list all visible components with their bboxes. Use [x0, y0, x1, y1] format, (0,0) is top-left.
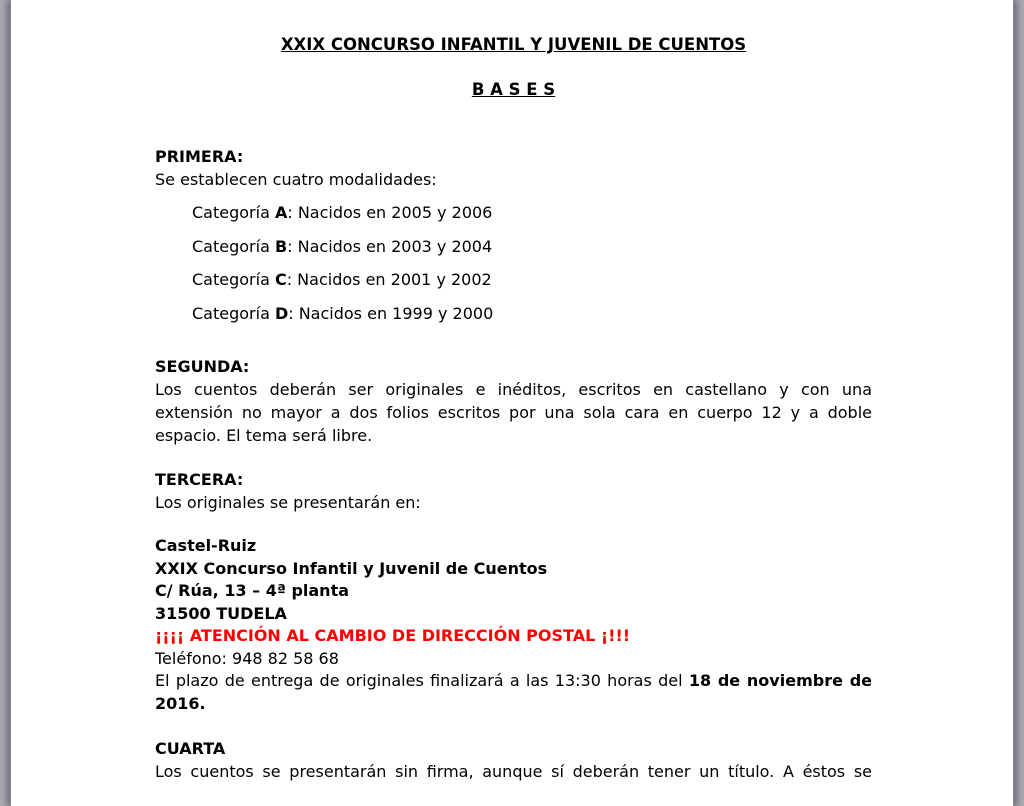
category-c-line	[192, 268, 872, 291]
section-cuarta	[155, 737, 872, 783]
document-title: XXIX CONCURSO INFANTIL Y JUVENIL DE CUENTOS	[280, 35, 747, 54]
category-a-prefix: Categoría	[192, 203, 275, 222]
heading-tercera: TERCERA:	[155, 470, 244, 489]
deadline-date-bold: 18 de noviembre de	[688, 671, 872, 690]
cuarta-line-1: Los cuentos se presentarán sin firma, aunque sí deberán tener un título. A éstos se	[155, 762, 872, 781]
primera-intro: Se establecen cuatro modalidades:	[155, 170, 437, 189]
address-line-2: XXIX Concurso Infantil y Juvenil de Cuentos	[155, 558, 548, 578]
category-b-prefix: Categoría	[192, 237, 275, 256]
category-b-line	[192, 235, 872, 258]
segunda-line-2: extensión no mayor a dos folios escritos por una sola cara en cuerpo 12 y a doble	[155, 403, 872, 422]
category-a-rest: : Nacidos en 2005 y 2006	[287, 203, 493, 222]
section-segunda	[155, 355, 872, 447]
address-line-4: 31500 TUDELA	[155, 603, 287, 623]
category-a-line	[192, 201, 872, 224]
heading-primera: PRIMERA:	[155, 147, 244, 166]
section-primera	[155, 145, 872, 191]
section-tercera	[155, 468, 872, 514]
address-line-3: C/ Rúa, 13 – 4ª planta	[155, 581, 350, 600]
heading-cuarta: CUARTA	[155, 739, 226, 758]
deadline-line	[155, 670, 872, 693]
deadline-prefix: El plazo de entrega de originales finalizará a las 13:30 horas del	[155, 671, 689, 690]
category-d-letter: D	[274, 304, 289, 323]
document-subtitle: B A S E S	[471, 80, 556, 99]
address-block	[155, 535, 872, 715]
category-d-rest: : Nacidos en 1999 y 2000	[288, 304, 494, 323]
address-line-1: Castel-Ruiz	[155, 536, 257, 555]
category-b-letter: B	[274, 237, 288, 256]
document-page	[10, 0, 1014, 806]
category-c-rest: : Nacidos en 2001 y 2002	[286, 270, 492, 289]
tercera-intro: Los originales se presentarán en:	[155, 493, 421, 512]
deadline-year-bold: 2016.	[155, 693, 206, 713]
segunda-line-3: espacio. El tema será libre.	[155, 426, 373, 445]
document-content	[11, 33, 1013, 783]
phone-line: Teléfono: 948 82 58 68	[155, 648, 339, 668]
category-a-letter: A	[274, 203, 288, 222]
category-d-line	[192, 302, 872, 325]
address-warning: ¡¡¡¡ ATENCIÓN AL CAMBIO DE DIRECCIÓN POSTAL ¡!!!	[155, 626, 631, 645]
category-c-prefix: Categoría	[192, 270, 275, 289]
category-c-letter: C	[274, 270, 287, 289]
segunda-line-1: Los cuentos deberán ser originales e inéditos, escritos en castellano y con una	[155, 380, 872, 399]
heading-segunda: SEGUNDA:	[155, 357, 250, 376]
category-b-rest: : Nacidos en 2003 y 2004	[287, 237, 493, 256]
category-d-prefix: Categoría	[192, 304, 275, 323]
